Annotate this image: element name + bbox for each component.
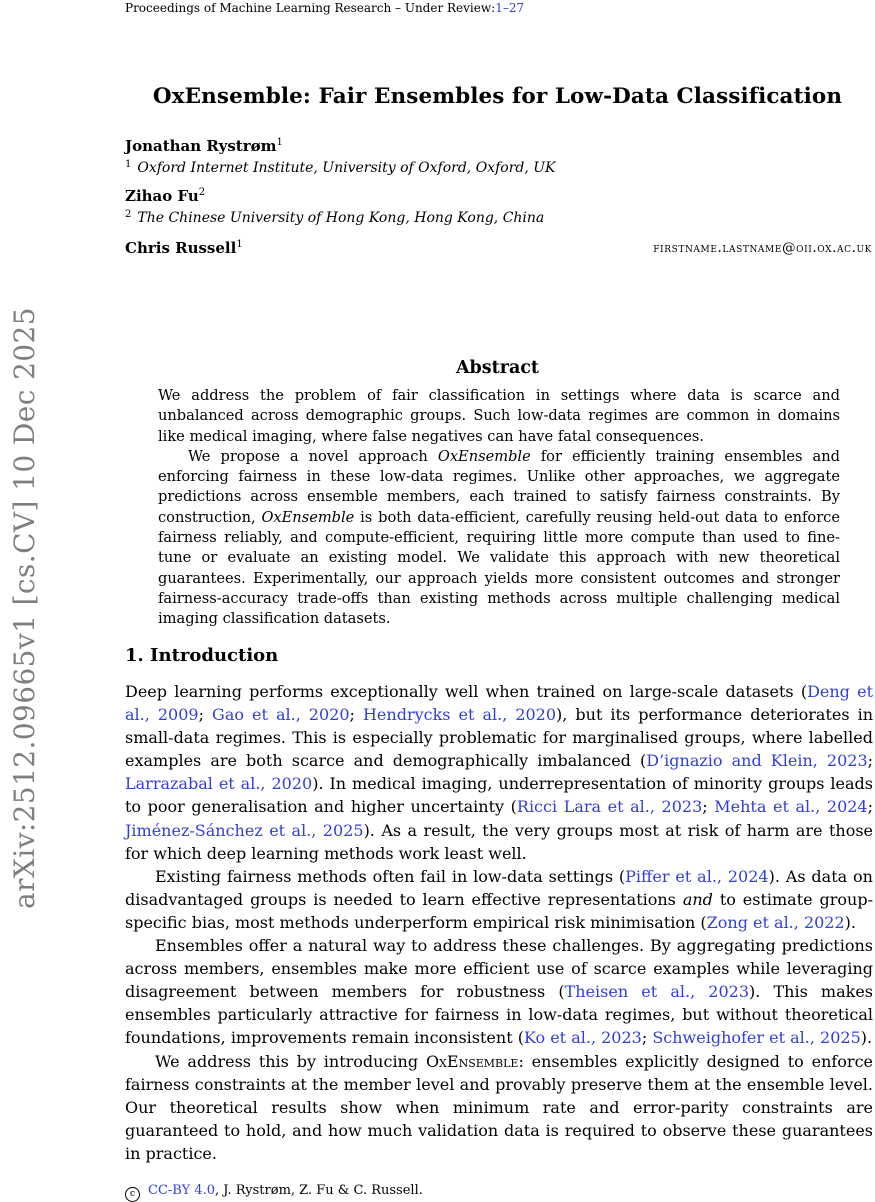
author-3	[125, 238, 243, 258]
text: ). As a result, the very groups most at risk of harm are those for which deep learning methods work least well.	[125, 820, 874, 863]
text: We address this by introducing	[155, 1051, 426, 1071]
citation-link[interactable]: Schweighofer et al., 2025	[652, 1028, 861, 1048]
method-name: OxEnsemble	[437, 447, 531, 465]
author-mark: 2	[198, 187, 206, 198]
citation-link[interactable]: D’ignazio and Klein, 2023	[646, 751, 868, 771]
text: ).	[860, 1028, 873, 1048]
affiliation-text: The Chinese University of Hong Kong, Hong Kong, China	[137, 210, 545, 226]
author-mark: 1	[276, 137, 283, 148]
abstract-paragraph-2	[158, 447, 840, 630]
header-pages-link[interactable]: 1–27	[495, 1, 525, 15]
citation-link[interactable]: Hendrycks et al., 2020	[362, 705, 557, 725]
running-header	[125, 0, 524, 16]
intro-paragraph-3	[125, 934, 873, 1049]
text: ). In medical imaging, underrepresentation of minority groups leads to poor generalisation and higher uncertainty (	[125, 774, 873, 817]
section-heading-introduction: 1. Introduction	[125, 645, 279, 666]
text: ), but its performance deteriorates in small-data regimes. This is especially problematic for marginalised groups, where labelled examples are both scarce and demographically imbalanced (	[125, 705, 874, 771]
text: ;	[349, 705, 363, 725]
text: ).	[844, 912, 856, 932]
text: : ensembles explicitly designed to enforce fairness constraints at the member level and provably preserve them at the ensemble level. Our theoretical results show when minimum rate and error-parity constraints are guaranteed to hold, and how much validation data is required to observe these guarantees in practice.	[125, 1051, 874, 1163]
text: Ensembles offer a natural way to address these challenges. By aggregating predictions across members, ensembles make more efficient use of scarce examples while leveraging disagreement between members for robustness (	[125, 936, 873, 1002]
license-link[interactable]: CC-BY 4.0	[148, 1183, 215, 1198]
affiliation-2	[125, 208, 544, 228]
copyright-icon: c	[125, 1187, 140, 1202]
text: ;	[867, 751, 874, 771]
affiliation-1	[125, 158, 556, 178]
citation-link[interactable]: Zong et al., 2022	[706, 912, 845, 932]
text: Existing fairness methods often fail in low-data settings (	[155, 866, 626, 886]
abstract-paragraph-1: We address the problem of fair classification in settings where data is scarce and unbalanced across demographic groups. Such low-data regimes are common in domains like medical imaging, where false negatives can have fatal consequences.	[158, 387, 840, 445]
author-mark: 1	[236, 239, 243, 250]
intro-paragraph-2	[125, 865, 873, 934]
affiliation-mark: 2	[125, 209, 132, 220]
citation-link[interactable]: Gao et al., 2020	[212, 705, 350, 725]
author-2	[125, 186, 205, 206]
method-name: OxEnsemble	[425, 1051, 519, 1071]
author-1	[125, 136, 283, 156]
text: ). This makes ensembles particularly attractive for fairness in low-data regimes, but without theoretical foundations, improvements remain inconsistent (	[125, 982, 874, 1048]
header-venue: Proceedings of Machine Learning Research – Under Review:	[125, 1, 496, 15]
introduction-body	[125, 680, 873, 1165]
text: ;	[198, 705, 213, 725]
text: ). As data on disadvantaged groups is needed to learn effective representations	[125, 866, 873, 909]
arxiv-stamp: arXiv:2512.09665v1 [cs.CV] 10 Dec 2025	[8, 307, 41, 909]
text: to estimate group-specific bias, most methods underperform empirical risk minimisation (	[125, 889, 874, 932]
author-name: Jonathan Rystrøm	[125, 137, 277, 155]
citation-link[interactable]: Jiménez-Sánchez et al., 2025	[125, 820, 364, 840]
method-name: OxEnsemble	[261, 508, 355, 526]
citation-link[interactable]: Deng et al., 2009	[125, 682, 874, 725]
author-name: Zihao Fu	[125, 187, 199, 205]
affiliation-mark: 1	[125, 159, 132, 170]
citation-link[interactable]: Piffer et al., 2024	[625, 866, 769, 886]
author-name: Chris Russell	[125, 239, 237, 257]
citation-link[interactable]: Mehta et al., 2024	[714, 797, 868, 817]
citation-link[interactable]: Ko et al., 2023	[523, 1028, 642, 1048]
citation-link[interactable]: Larrazabal et al., 2020	[125, 774, 313, 794]
text: Deep learning performs exceptionally well when trained on large-scale datasets (	[125, 682, 808, 701]
contact-email: firstname.lastname@oii.ox.ac.uk	[653, 240, 872, 256]
text: ;	[867, 797, 873, 817]
text: for efficiently training ensembles and enforcing fairness in these low-data regimes. Unlike other approaches, we aggregate predictions across ensemble members, each trained to satisfy fairness constraints. By construction,	[158, 447, 840, 526]
text: ;	[641, 1028, 653, 1048]
abstract-heading: Abstract	[455, 358, 540, 378]
abstract-body	[158, 386, 840, 630]
page-footer	[125, 1182, 423, 1202]
intro-paragraph-1	[125, 680, 873, 865]
citation-link[interactable]: Theisen et al., 2023	[564, 982, 750, 1002]
intro-paragraph-4	[125, 1050, 873, 1165]
paper-title: OxEnsemble: Fair Ensembles for Low-Data Classification	[152, 84, 843, 109]
affiliation-text: Oxford Internet Institute, University of Oxford, Oxford, UK	[137, 160, 556, 176]
emphasis: and	[682, 889, 713, 909]
footer-authors: , J. Rystrøm, Z. Fu & C. Russell.	[215, 1183, 423, 1198]
text: ;	[702, 797, 715, 817]
text: is both data-efficient, carefully reusing held-out data to enforce fairness reliably, and compute-efficient, requiring little more compute than used to fine-tune or evaluate an existing model. We validate this approach with new theoretical guarantees. Experimentally, our approach yields more consistent outcomes and stronger fairness-accuracy trade-offs than existing methods across multiple challenging medical imaging classification datasets.	[158, 508, 840, 628]
citation-link[interactable]: Ricci Lara et al., 2023	[516, 797, 703, 817]
text: We propose a novel approach	[188, 447, 438, 465]
